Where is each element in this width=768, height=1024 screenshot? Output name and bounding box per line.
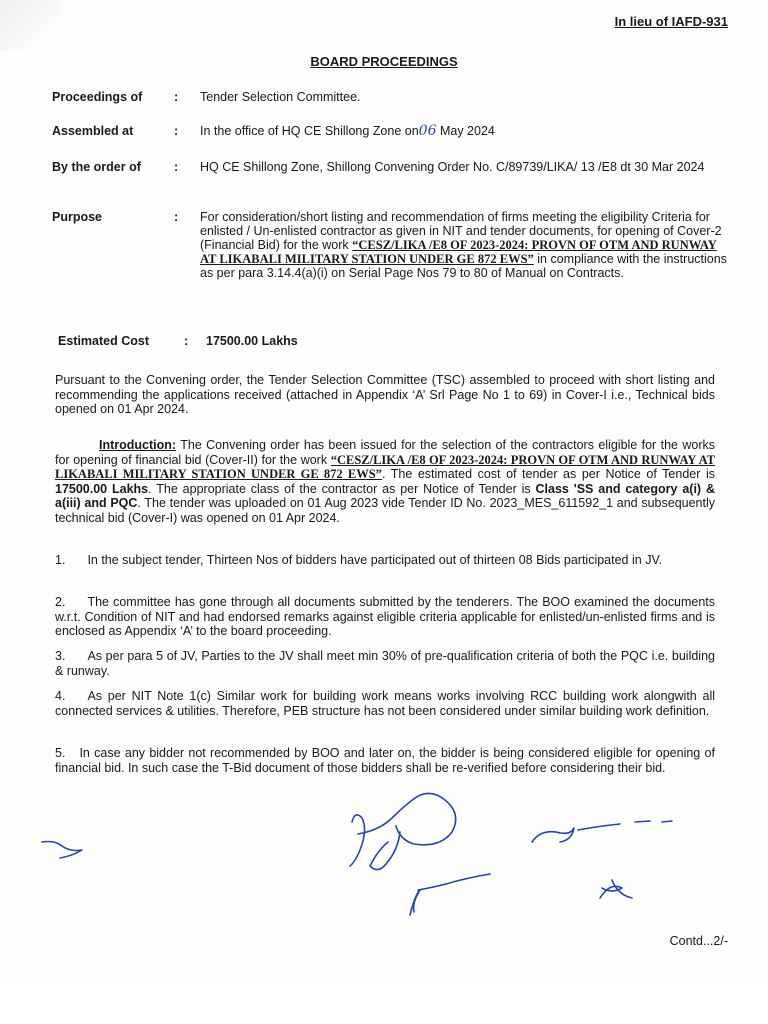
signature-main [350, 793, 456, 869]
scan-edge [0, 0, 60, 50]
meta-colon: : [174, 210, 179, 224]
purpose-work-title: “CESZ/LIKA /E8 OF 2023-2024: PROVN OF OTM AND RUNWAY AT LIKABALI MILITARY STATION UNDER GE 872 EWS” [200, 238, 717, 266]
intro-text: . The tender was uploaded on 01 Aug 2023 vide Tender ID No. [137, 496, 490, 510]
point-text: The committee has gone through all documents submitted by the tenderers. The BOO examined the documents w.r.t. Condition of NIT and had endorsed remarks against eligible criteria applicable for enlisted/un-enlisted firms and is enclosed as Appendix ‘A’ to the board proceeding. [55, 595, 715, 638]
point-4 [55, 689, 715, 718]
meta-colon: : [174, 124, 179, 138]
introduction-paragraph [55, 438, 715, 525]
intro-text: . The estimated cost of tender as per Notice of Tender is [381, 467, 715, 481]
page-bottom-margin [0, 986, 768, 1024]
point-number: 1. [55, 553, 66, 567]
intro-tender-id: 2023_MES_611592_1 [489, 496, 614, 510]
intro-text: and subsequently technical bid (Cover-I) was opened on 01 Apr 2024. [55, 496, 715, 525]
signatures [0, 770, 768, 940]
meta-label: Estimated Cost [58, 334, 149, 348]
point-number: 5. [55, 746, 66, 760]
page-title: BOARD PROCEEDINGS [310, 54, 458, 69]
intro-class: Class 'SS and category a(i) & a(iii) and PQC [55, 481, 715, 510]
signature-initial-2 [410, 874, 490, 915]
intro-text: . The appropriate class of the contractor as per Notice of Tender is [148, 481, 536, 496]
point-3 [55, 649, 715, 678]
point-2 [55, 595, 715, 639]
point-1 [55, 553, 715, 568]
intro-cost: 17500.00 Lakhs [55, 481, 149, 496]
assembled-value-prefix: In the office of HQ CE Shillong Zone on [200, 124, 419, 138]
point-text: In case any bidder not recommended by BOO and later on, the bidder is being considered eligible for opening of financial bid. In such case the T-Bid document of those bidders shall be re-verified before considering their bid. [55, 746, 715, 775]
signature-mark-left [42, 842, 82, 859]
intro-work-title: “CESZ/LIKA /E8 OF 2023-2024: PROVN OF OTM AND RUNWAY AT LIKABALI MILITARY STATION UNDER GE 872 EWS” [55, 452, 716, 481]
meta-label: Purpose [52, 210, 103, 224]
handwritten-date: 06 [418, 123, 437, 139]
meta-colon: : [184, 334, 189, 348]
signature-initial-3 [600, 880, 632, 898]
meta-label: By the order of [52, 160, 141, 174]
signature-right [532, 821, 672, 842]
point-number: 3. [55, 649, 66, 663]
meta-colon: : [174, 160, 179, 174]
continued-marker: Contd...2/- [669, 934, 728, 948]
introduction-heading: Introduction: [99, 438, 177, 452]
meta-value: Tender Selection Committee. [200, 90, 361, 104]
estimated-cost-value: 17500.00 Lakhs [206, 334, 298, 348]
meta-label: Proceedings of [52, 90, 143, 104]
intro-text: The Convening order has been issued for the selection of the contractors eligible for the works for opening of financial bid (Cover-II) for the work [55, 438, 715, 467]
meta-value: HQ CE Shillong Zone, Shillong Convening Order No. C/89739/LIKA/ 13 /E8 dt 30 Mar 2024 [200, 160, 705, 174]
meta-colon: : [174, 90, 179, 104]
pursuant-paragraph: Pursuant to the Convening order, the Tender Selection Committee (TSC) assembled to proceed with short listing and recommending the applications received (attached in Appendix ‘A’ Srl Page No 1 to 69) in Cover-I i.e., Technical bids opened on 01 Apr 2024. [55, 373, 715, 416]
purpose-text: For consideration/short listing and recommendation of firms meeting the eligibility Criteria for enlisted / Un-enlisted contractor as given in NIT and tender documents, for opening of Cover-2 (Financial Bid) for the work [200, 210, 722, 252]
purpose-text-end: in compliance with the instructions as per para 3.14.4(a)(i) on Serial Page Nos 79 to 80 of Manual on Contracts. [200, 252, 727, 280]
assembled-value-suffix: May 2024 [439, 124, 495, 138]
meta-value [200, 124, 740, 138]
point-text: As per NIT Note 1(c) Similar work for building work means works involving RCC building work alongwith all connected services & utilities. Therefore, PEB structure has not been considered under similar building work definition. [55, 689, 715, 718]
meta-label: Assembled at [52, 124, 134, 138]
meta-value [200, 210, 730, 280]
reference-number: In lieu of IAFD-931 [614, 14, 728, 29]
point-text: In the subject tender, Thirteen Nos of bidders have participated out of thirteen 08 Bids participated in JV. [87, 553, 663, 567]
point-number: 4. [55, 689, 66, 703]
point-number: 2. [55, 595, 66, 609]
point-text: As per para 5 of JV, Parties to the JV shall meet min 30% of pre-qualification criteria of both the PQC i.e. building & runway. [55, 649, 715, 678]
